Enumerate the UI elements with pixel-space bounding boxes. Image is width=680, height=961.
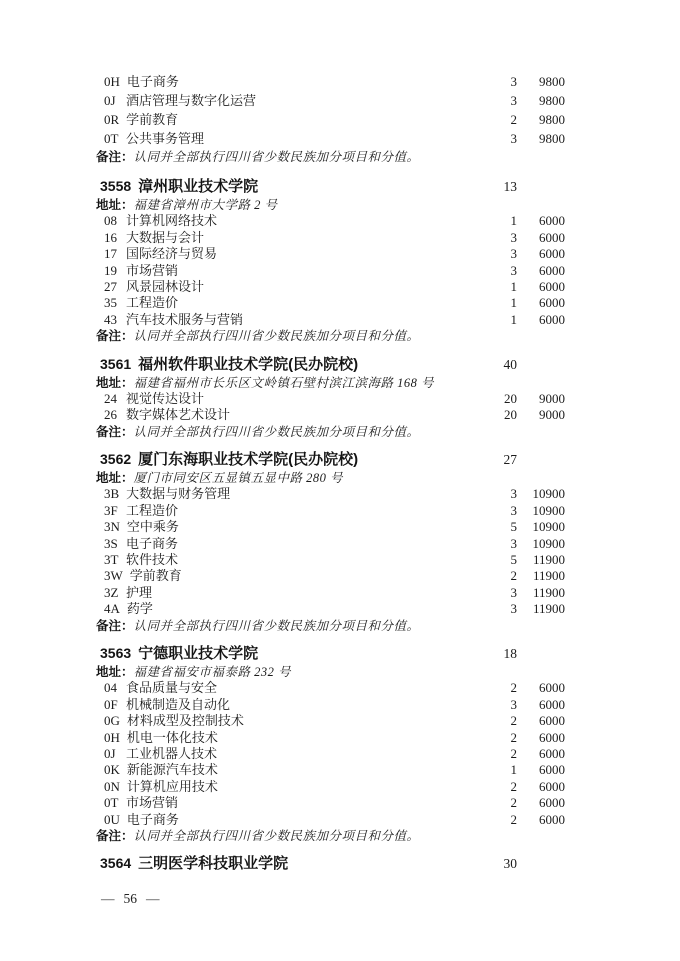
note-label: 备注：: [96, 424, 134, 439]
institution-section: [96, 449, 565, 634]
course-fee: 11900: [532, 552, 565, 568]
course-row: [100, 762, 565, 778]
course-quota: 2: [510, 745, 517, 761]
course-code: 16: [104, 229, 117, 245]
course-fee: 6000: [539, 745, 565, 761]
course-quota: 20: [504, 407, 517, 423]
course-name: 数字媒体艺术设计: [126, 407, 231, 423]
course-name: 药学: [126, 601, 153, 617]
institution-name: 福州软件职业技术学院(民办院校): [138, 355, 359, 373]
address-text: 福建省福安市福泰路 232 号: [133, 664, 292, 679]
course-quota: 1: [510, 311, 517, 327]
course-fee: 6000: [539, 262, 565, 278]
institution-section: [96, 176, 565, 345]
course-name: 计算机应用技术: [126, 778, 218, 794]
course-name: 电子商务: [126, 74, 179, 89]
course-quota: 3: [510, 74, 517, 89]
course-quota: 3: [510, 246, 517, 262]
course-quota: 2: [510, 778, 517, 794]
course-quota: 3: [510, 93, 517, 108]
course-code: 3B: [104, 486, 120, 502]
course-code: 0R: [104, 112, 120, 127]
address-text: 福建省漳州市大学路 2 号: [133, 198, 278, 212]
institution-section: [96, 72, 565, 167]
course-quota: 3: [510, 502, 517, 518]
course-row: [100, 246, 565, 262]
course-row: [100, 730, 565, 746]
course-name: 汽车技术服务与营销: [126, 311, 244, 327]
footer-left-dash: —: [101, 891, 115, 906]
course-row: [100, 391, 565, 407]
course-code: 19: [104, 262, 117, 278]
note-row: [96, 328, 565, 344]
course-row: [100, 779, 565, 795]
course-row: [100, 812, 565, 828]
course-name: 大数据与财务管理: [126, 486, 231, 502]
institution-title: [100, 643, 487, 664]
course-quota: 2: [510, 811, 517, 827]
course-code: 3F: [104, 502, 118, 518]
note-row: [96, 618, 565, 634]
institution-name: 三明医学科技职业学院: [138, 855, 289, 873]
institution-title: [100, 176, 487, 197]
address-label: 地址：: [96, 664, 134, 679]
course-code: 3S: [104, 535, 118, 551]
course-code: 27: [104, 278, 117, 294]
address-row: [96, 197, 565, 213]
course-code: 0T: [104, 131, 119, 146]
course-quota: 2: [510, 568, 517, 584]
course-code: 0F: [104, 696, 118, 712]
course-fee: 6000: [539, 278, 565, 294]
course-fee: 6000: [539, 729, 565, 745]
course-code: 08: [104, 213, 117, 229]
course-list: [100, 72, 565, 148]
course-code: 0G: [104, 713, 120, 729]
course-name: 电子商务: [126, 535, 179, 551]
course-quota: 3: [510, 486, 517, 502]
course-row: [100, 536, 565, 552]
institution-header: [100, 643, 565, 664]
course-name: 新能源汽车技术: [126, 762, 218, 778]
course-row: [100, 746, 565, 762]
course-quota: 3: [510, 601, 517, 617]
course-name: 材料成型及控制技术: [126, 713, 244, 729]
course-name: 酒店管理与数字化运营: [126, 93, 257, 108]
institution-title: [100, 449, 487, 470]
institution-title: [100, 853, 487, 874]
institution-code: 3562: [100, 451, 132, 468]
course-quota: 3: [510, 584, 517, 600]
course-code: 0H: [104, 74, 120, 89]
course-name: 风景园林设计: [126, 278, 205, 294]
course-code: 0U: [104, 811, 120, 827]
course-fee: 6000: [539, 811, 565, 827]
course-name: 工程造价: [126, 502, 179, 518]
institution-section: [96, 354, 565, 441]
course-code: 17: [104, 246, 117, 262]
address-label: 地址：: [96, 471, 134, 486]
course-code: 43: [104, 311, 117, 327]
note-label: 备注：: [96, 329, 134, 344]
course-list: [100, 486, 565, 617]
course-code: 3Z: [104, 584, 119, 600]
course-fee: 6000: [539, 246, 565, 262]
note-text: 认同并全部执行四川省少数民族加分项目和分值。: [133, 329, 420, 344]
course-fee: 10900: [532, 519, 565, 535]
institution-total: 40: [503, 356, 517, 372]
institution-code: 3564: [100, 855, 132, 872]
course-fee: 11900: [532, 568, 565, 584]
course-list: [100, 213, 565, 328]
course-quota: 5: [510, 552, 517, 568]
course-code: 0J: [104, 745, 116, 761]
course-fee: 6000: [539, 778, 565, 794]
institution-code: 3561: [100, 355, 132, 372]
institution-section: [100, 853, 565, 874]
course-name: 学前教育: [126, 112, 179, 127]
course-name: 国际经济与贸易: [126, 246, 218, 262]
address-row: [96, 375, 565, 391]
course-quota: 5: [510, 519, 517, 535]
course-quota: 1: [510, 295, 517, 311]
course-quota: 1: [510, 213, 517, 229]
course-row: [100, 795, 565, 811]
course-fee: 6000: [539, 696, 565, 712]
note-text: 认同并全部执行四川省少数民族加分项目和分值。: [133, 150, 420, 164]
institution-header: [100, 853, 565, 874]
course-fee: 6000: [539, 311, 565, 327]
institution-total: 27: [503, 452, 517, 468]
course-row: [100, 519, 565, 535]
course-name: 计算机网络技术: [126, 213, 218, 229]
course-quota: 2: [510, 729, 517, 745]
institution-name: 厦门东海职业技术学院(民办院校): [138, 451, 359, 469]
institution-header: [100, 176, 565, 197]
course-quota: 1: [510, 762, 517, 778]
course-fee: 11900: [532, 584, 565, 600]
course-name: 机械制造及自动化: [126, 696, 231, 712]
page-number: 56: [123, 891, 137, 906]
course-fee: 6000: [539, 713, 565, 729]
course-fee: 6000: [539, 795, 565, 811]
course-row: [100, 213, 565, 229]
course-quota: 3: [510, 696, 517, 712]
course-fee: 10900: [532, 535, 565, 551]
course-fee: 6000: [539, 295, 565, 311]
note-text: 认同并全部执行四川省少数民族加分项目和分值。: [133, 828, 420, 843]
course-list: [100, 680, 565, 828]
course-code: 0N: [104, 778, 120, 794]
course-row: [100, 503, 565, 519]
course-row: [100, 680, 565, 696]
institution-name: 宁德职业技术学院: [138, 644, 259, 662]
institution-total: 18: [503, 645, 517, 661]
note-label: 备注：: [96, 618, 134, 633]
course-fee: 9800: [539, 131, 565, 146]
course-row: [100, 91, 565, 110]
institution-name: 漳州职业技术学院: [138, 178, 259, 195]
course-name: 学前教育: [129, 568, 182, 584]
course-fee: 11900: [532, 601, 565, 617]
course-row: [100, 279, 565, 295]
institution-code: 3563: [100, 644, 132, 661]
course-row: [100, 552, 565, 568]
note-text: 认同并全部执行四川省少数民族加分项目和分值。: [133, 424, 420, 439]
course-name: 电子商务: [126, 811, 179, 827]
institution-header: [100, 354, 565, 375]
course-name: 市场营销: [126, 262, 179, 278]
course-quota: 2: [510, 680, 517, 696]
course-row: [100, 407, 565, 423]
course-quota: 2: [510, 112, 517, 127]
course-name: 机电一体化技术: [126, 729, 218, 745]
institution-code: 3558: [100, 178, 132, 194]
institution-title: [100, 354, 487, 375]
institution-header: [100, 449, 565, 470]
footer-right-dash: —: [146, 891, 160, 906]
address-label: 地址：: [96, 375, 134, 390]
course-code: 0K: [104, 762, 120, 778]
course-code: 26: [104, 407, 117, 423]
course-code: 4A: [104, 601, 120, 617]
course-code: 0H: [104, 729, 120, 745]
course-row: [100, 312, 565, 328]
course-fee: 6000: [539, 229, 565, 245]
course-quota: 2: [510, 713, 517, 729]
course-name: 食品质量与安全: [126, 680, 218, 696]
address-row: [96, 470, 565, 486]
course-row: [100, 568, 565, 584]
note-row: [96, 148, 565, 167]
course-name: 工程造价: [126, 295, 179, 311]
institution-total: 30: [503, 856, 517, 872]
course-fee: 10900: [532, 486, 565, 502]
course-row: [100, 601, 565, 617]
course-code: 0J: [104, 93, 116, 108]
course-quota: 3: [510, 131, 517, 146]
course-row: [100, 230, 565, 246]
note-row: [96, 828, 565, 844]
course-quota: 20: [504, 390, 517, 406]
address-row: [96, 664, 565, 680]
institution-section: [96, 643, 565, 844]
note-label: 备注：: [96, 828, 134, 843]
course-row: [100, 263, 565, 279]
course-row: [100, 697, 565, 713]
course-fee: 9800: [539, 74, 565, 89]
course-code: 04: [104, 680, 117, 696]
course-fee: 6000: [539, 680, 565, 696]
course-name: 软件技术: [126, 552, 179, 568]
course-name: 大数据与会计: [126, 229, 205, 245]
course-quota: 3: [510, 535, 517, 551]
course-fee: 9800: [539, 93, 565, 108]
course-row: [100, 585, 565, 601]
course-row: [100, 295, 565, 311]
address-text: 厦门市同安区五显镇五显中路 280 号: [133, 471, 344, 486]
page-footer: [101, 891, 160, 907]
course-name: 公共事务管理: [126, 131, 205, 146]
course-name: 空中乘务: [126, 519, 179, 535]
course-name: 工业机器人技术: [126, 745, 218, 761]
course-fee: 6000: [539, 762, 565, 778]
note-row: [96, 424, 565, 440]
course-fee: 9000: [539, 390, 565, 406]
course-row: [100, 486, 565, 502]
address-label: 地址：: [96, 198, 134, 212]
note-text: 认同并全部执行四川省少数民族加分项目和分值。: [133, 618, 420, 633]
course-row: [100, 713, 565, 729]
course-fee: 10900: [532, 502, 565, 518]
course-row: [100, 110, 565, 129]
course-list: [100, 391, 565, 424]
address-text: 福建省福州市长乐区文岭镇石壁村滨江滨海路 168 号: [133, 375, 435, 390]
enrollment-list: [96, 72, 565, 874]
course-name: 视觉传达设计: [126, 390, 205, 406]
course-code: 35: [104, 295, 117, 311]
note-label: 备注：: [96, 150, 134, 164]
course-code: 0T: [104, 795, 119, 811]
course-row: [100, 129, 565, 148]
course-quota: 3: [510, 262, 517, 278]
course-fee: 9000: [539, 407, 565, 423]
course-quota: 3: [510, 229, 517, 245]
course-fee: 9800: [539, 112, 565, 127]
institution-total: 13: [503, 179, 517, 194]
course-fee: 6000: [539, 213, 565, 229]
course-row: [100, 72, 565, 91]
course-quota: 1: [510, 278, 517, 294]
course-name: 市场营销: [126, 795, 179, 811]
course-name: 护理: [126, 584, 153, 600]
course-code: 3W: [104, 568, 123, 584]
course-code: 24: [104, 390, 117, 406]
course-quota: 2: [510, 795, 517, 811]
course-code: 3T: [104, 552, 119, 568]
course-code: 3N: [104, 519, 120, 535]
